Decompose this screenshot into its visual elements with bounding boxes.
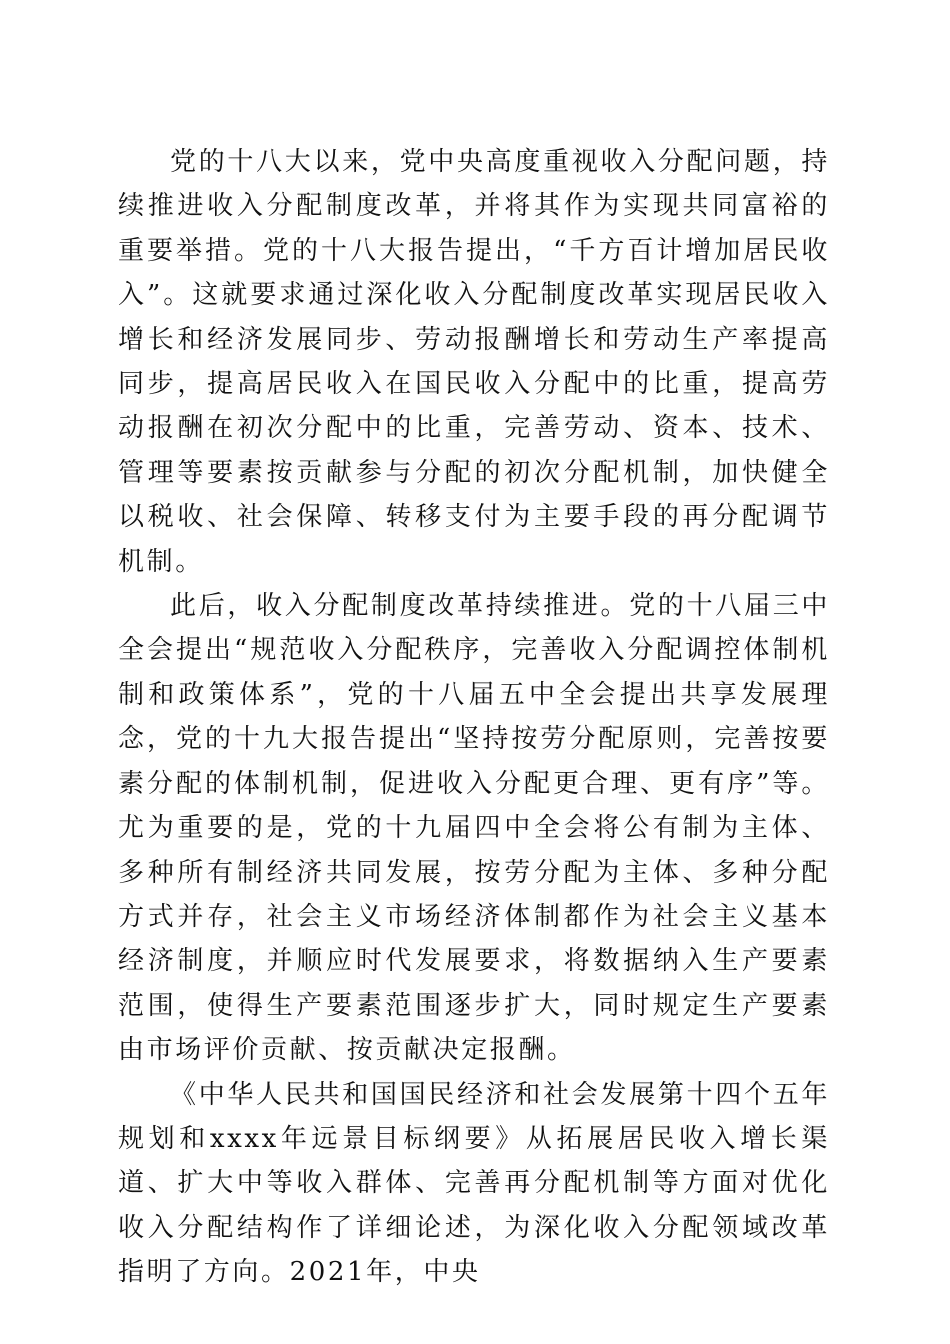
paragraph-1: 党的十八大以来，党中央高度重视收入分配问题，持续推进收入分配制度改革，并将其作为实现共同富裕的重要举措。党的十八大报告提出，“千方百计增加居民收入”。这就要求通过深化收入分配制度改革实现居民收入增长和经济发展同步、劳动报酬增长和劳动生产率提高同步，提高居民收入在国民收入分配中的比重，提高劳动报酬在初次分配中的比重，完善劳动、资本、技术、管理等要素按贡献参与分配的初次分配机制，加快健全以税收、社会保障、转移支付为主要手段的再分配调节机制。 <box>118 147 830 577</box>
paragraph-3: 《中华人民共和国国民经济和社会发展第十四个五年规划和xxxx年远景目标纲要》从拓展居民收入增长渠道、扩大中等收入群体、完善再分配机制等方面对优化收入分配结构作了详细论述，为深化收入分配领域改革指明了方向。2021年，中央 <box>118 1079 830 1288</box>
document-body <box>118 140 830 1295</box>
paragraph-2: 此后，收入分配制度改革持续推进。党的十八届三中全会提出“规范收入分配秩序，完善收入分配调控体制机制和政策体系”，党的十八届五中全会提出共享发展理念，党的十九大报告提出“坚持按劳分配原则，完善按要素分配的体制机制，促进收入分配更合理、更有序”等。尤为重要的是，党的十九届四中全会将公有制为主体、多种所有制经济共同发展，按劳分配为主体、多种分配方式并存，社会主义市场经济体制都作为社会主义基本经济制度，并顺应时代发展要求，将数据纳入生产要素范围，使得生产要素范围逐步扩大，同时规定生产要素由市场评价贡献、按贡献决定报酬。 <box>118 591 830 1066</box>
